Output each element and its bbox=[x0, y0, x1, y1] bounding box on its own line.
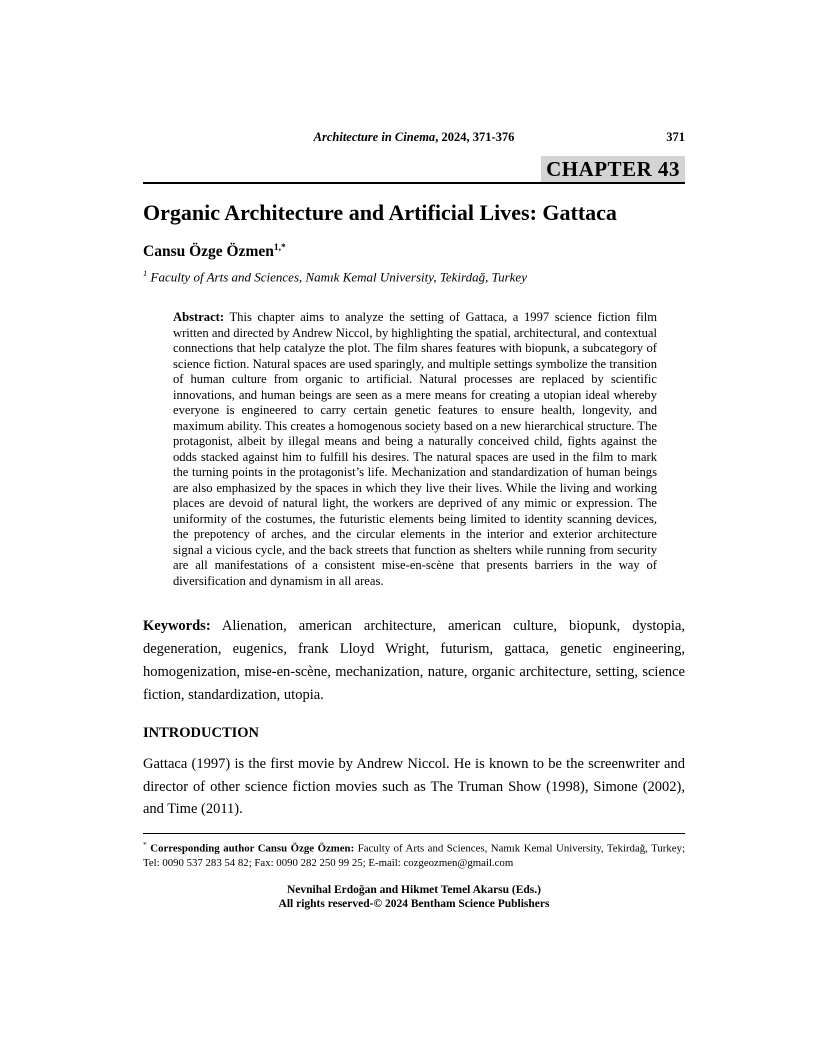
affiliation-text: Faculty of Arts and Sciences, Namık Kemal University, Tekirdağ, Turkey bbox=[150, 269, 527, 285]
affiliation-marker: 1 bbox=[143, 268, 148, 279]
abstract-label: Abstract: bbox=[173, 310, 225, 325]
journal-meta: , 2024, 371-376 bbox=[435, 130, 515, 144]
author-name: Cansu Özge Özmen bbox=[143, 243, 274, 261]
page-number: 371 bbox=[666, 130, 685, 144]
journal-title: Architecture in Cinema bbox=[313, 130, 436, 144]
abstract-text: This chapter aims to analyze the setting of Gattaca, a 1997 science fiction film written and directed by Andrew Niccol, by highlighting the spatial, architectural, and contextual connections that help catalyze the plot. The film shares features with biopunk, a subcategory of science fiction. Natural spaces are used sparingly, and multiple settings symbolize the transition of human culture from organic to artificial. Natural processes are replaced by scientific innovations, and human beings are seen as a mere means for creating a utopian ideal whereby everyone is engineered to carry certain genetic features to ensure health, longevity, and maximum ability. This creates a homogenous society based on a new hierarchical structure. The protagonist, albeit by illegal means and being a naturally conceived child, fights against the odds stacked against him to fulfill his desires. The natural spaces are used in the film to mark the turning points in the protagonist’s life. Mechanization and standardization of human beings are also emphasized by the spaces in which they live their lives. While the living and working places are devoid of natural light, the workers are deprived of any mimic or expression. The uniformity of the costumes, the futuristic elements being limited to identity scanning devices, the prepotency of arches, and the circular elements in the interior and exterior architecture signal a vicious cycle, and the back streets that function as shelters while running from security are all manifestations of a consistent mise-en-scène that presents barriers in the way of diversification and dynamism in all areas. bbox=[173, 310, 657, 588]
imprint bbox=[143, 883, 685, 912]
keywords-label: Keywords: bbox=[143, 618, 211, 635]
chapter-badge: CHAPTER 43 bbox=[541, 156, 685, 182]
footnote-text: Faculty of Arts and Sciences, Namık Kemal University, Tekirdağ, Turkey; Tel: 0090 537 283 54 82; Fax: 0090 282 250 99 25; E-mail: cozgeozmen@gmail.com bbox=[143, 842, 685, 869]
author-superscript: 1,* bbox=[273, 243, 286, 253]
keywords-text: Alienation, american architecture, american culture, biopunk, dystopia, degeneration, eugenics, frank Lloyd Wright, futurism, gattaca, genetic engineering, homogenization, mise-en-scène, mechanization, nature, organic architecture, setting, science fiction, standardization, utopia. bbox=[143, 618, 686, 704]
abstract bbox=[173, 310, 657, 589]
imprint-rights: All rights reserved-© 2024 Bentham Science Publishers bbox=[278, 898, 550, 911]
footnote-bold-text: Corresponding author Cansu Özge Özmen: bbox=[150, 842, 355, 855]
footnote-marker: * bbox=[143, 839, 147, 849]
affiliation-line bbox=[143, 266, 685, 284]
introduction-paragraph: Gattaca (1997) is the first movie by Andrew Niccol. He is known to be the screenwriter and director of other science fiction movies such as The Truman Show (1998), Simone (2002), and Time (2011). bbox=[143, 756, 685, 818]
author-line bbox=[143, 240, 685, 260]
introduction-heading: INTRODUCTION bbox=[143, 725, 260, 742]
article-title: Organic Architecture and Artificial Lives: Gattaca bbox=[143, 200, 617, 225]
keywords bbox=[143, 615, 685, 707]
chapter-rule bbox=[143, 156, 685, 184]
running-head bbox=[143, 130, 685, 144]
footnote bbox=[143, 833, 685, 870]
imprint-editors: Nevnihal Erdoğan and Hikmet Temel Akarsu (Eds.) bbox=[286, 883, 541, 896]
